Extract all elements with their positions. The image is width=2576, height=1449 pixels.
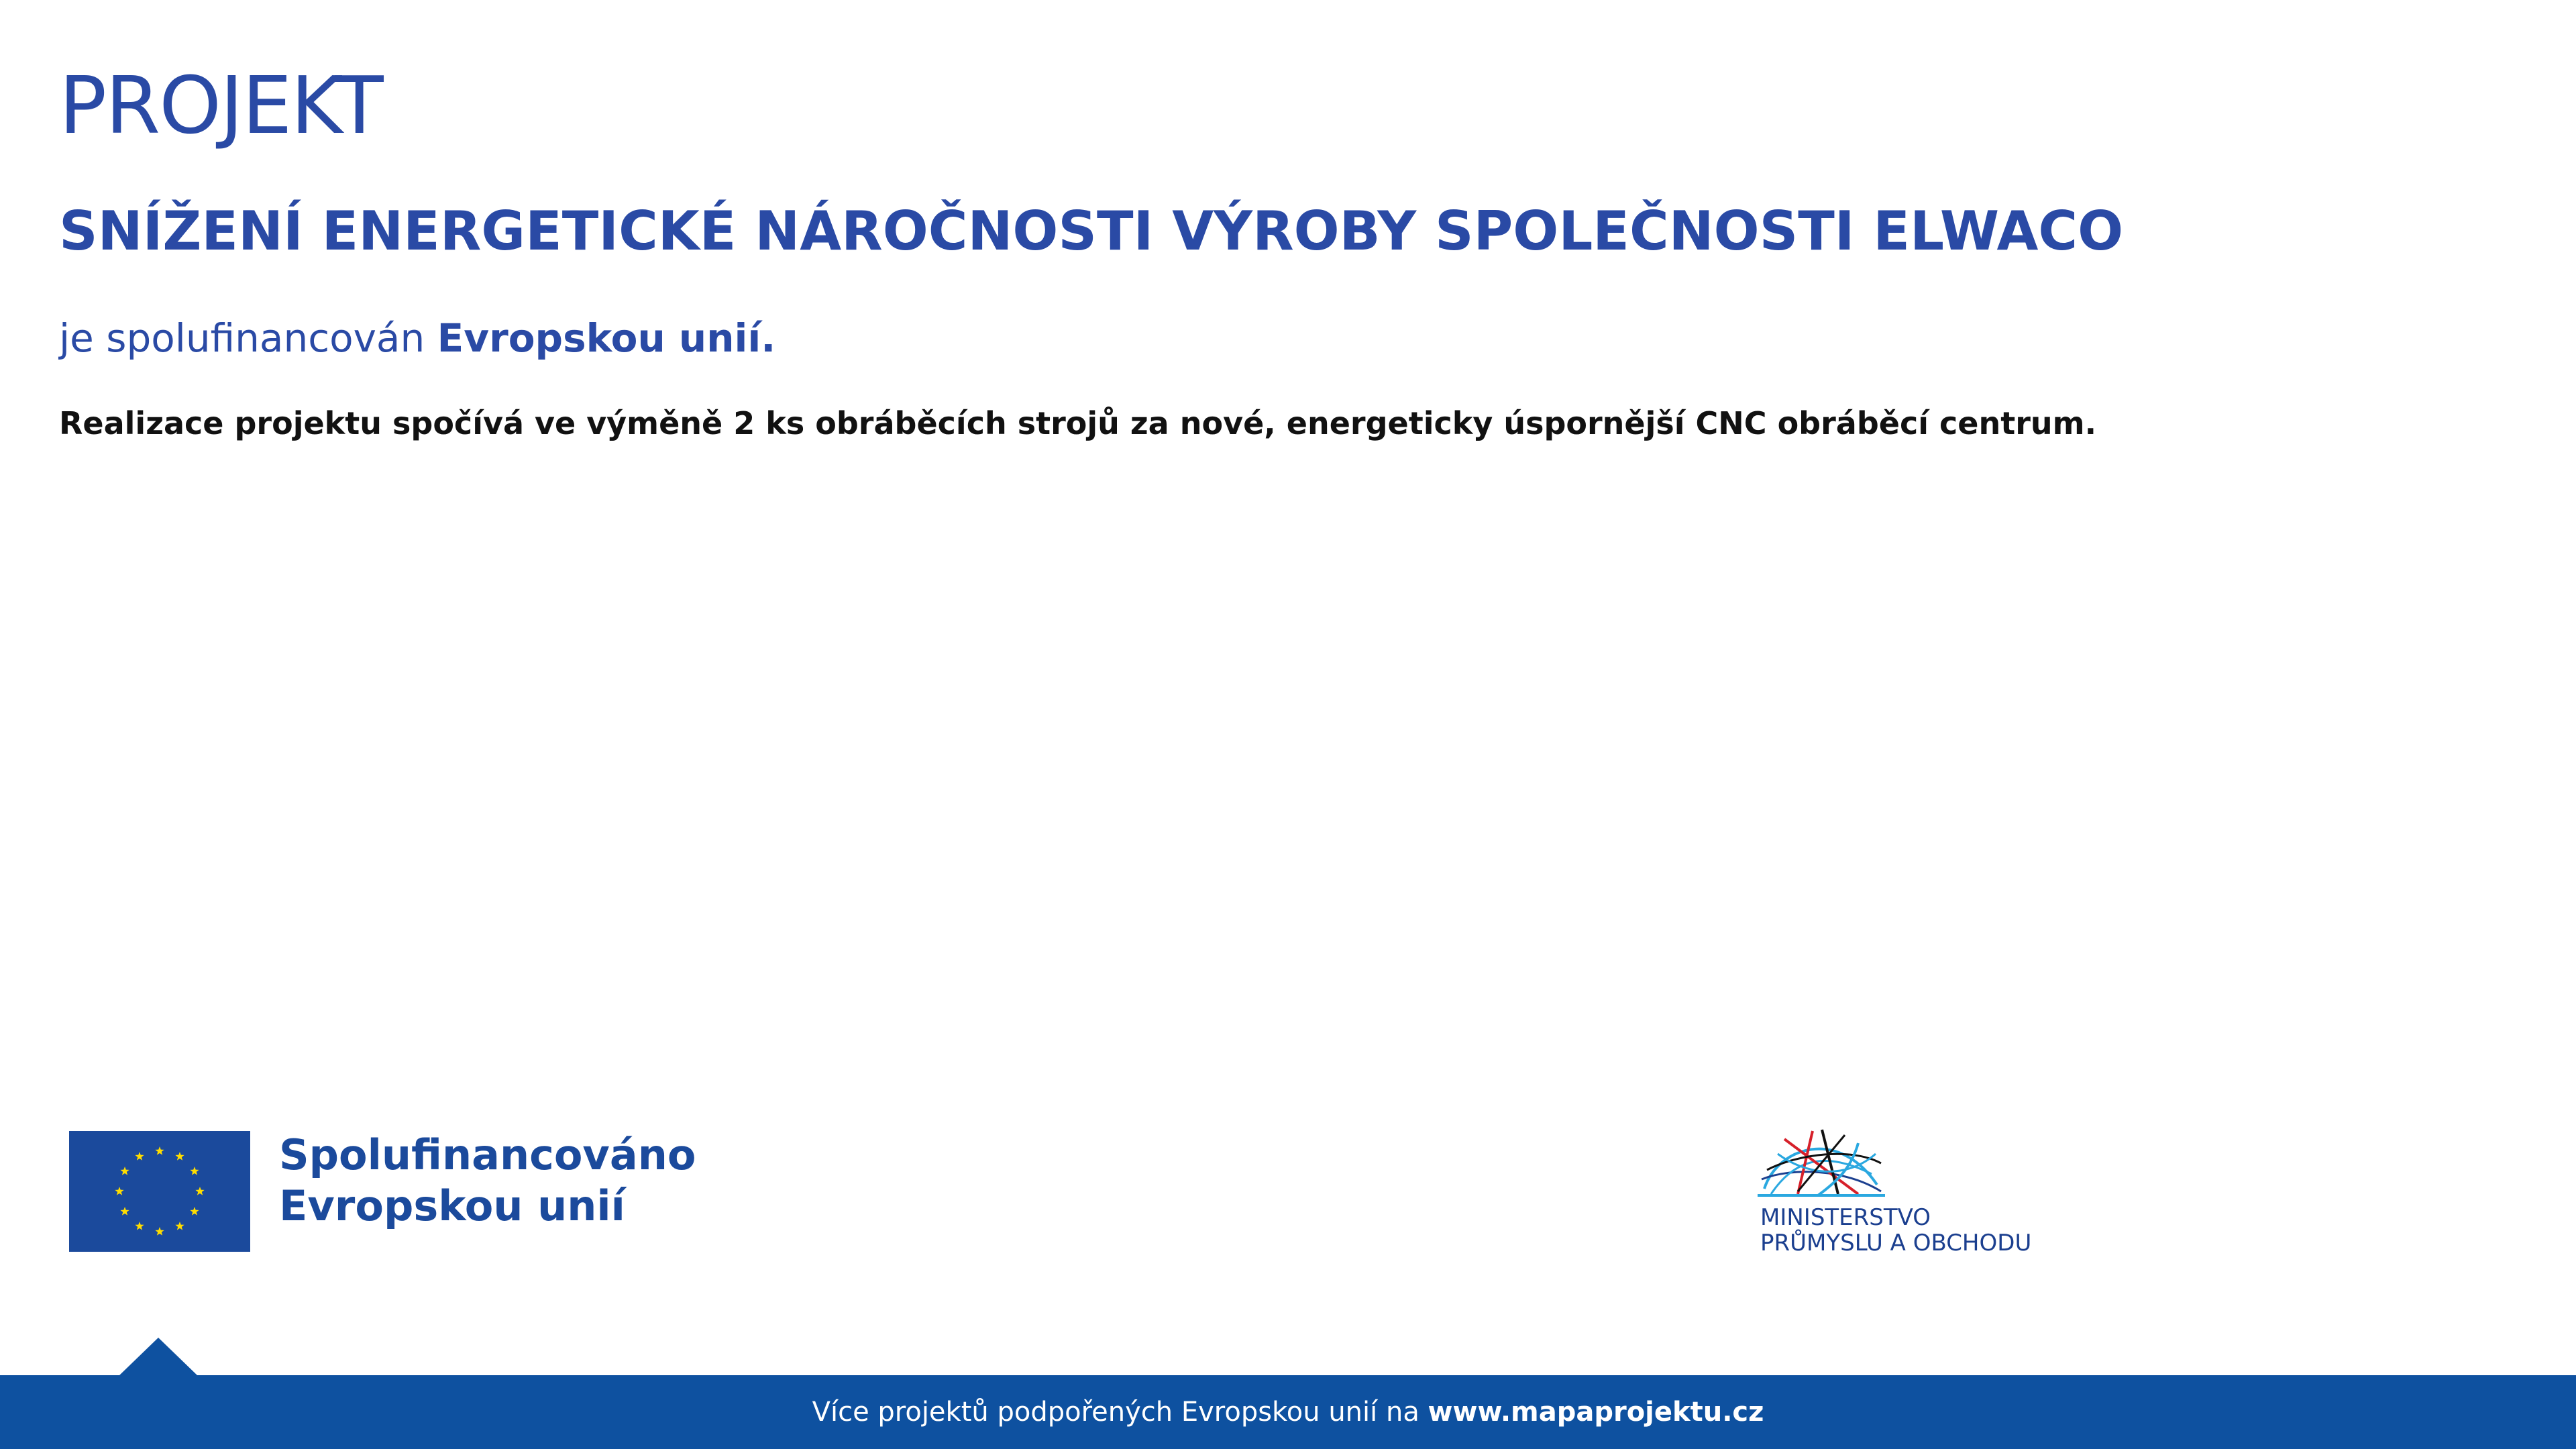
ministry-text [1760,1205,2031,1256]
footer-text: Více projektů podpořených Evropskou unií na [812,1397,1428,1428]
eu-flag-icon [69,1131,250,1252]
footer-bar [0,1375,2576,1449]
ministry-globe-icon [1758,1127,1885,1197]
ministry-text-line2: PRŮMYSLU A OBCHODU [1760,1230,2032,1256]
footer-link[interactable]: www.mapaprojektu.cz [1428,1397,1764,1428]
project-title: SNÍŽENÍ ENERGETICKÉ NÁROČNOSTI VÝROBY SPOLEČNOSTI ELWACO [59,200,2124,262]
cofinanced-line [59,315,775,361]
footer-tab-triangle [118,1338,199,1377]
eu-cofinanced-text [279,1130,696,1232]
eu-text-line2: Evropskou unií [279,1181,625,1230]
project-description: Realizace projektu spočívá ve výměně 2 ks obráběcích strojů za nové, energeticky úspornější CNC obráběcí centrum. [59,405,2097,441]
eu-text-line1: Spolufinancováno [279,1130,696,1179]
ministry-text-line1: MINISTERSTVO [1760,1204,1931,1231]
project-label: PROJEKT [59,59,382,152]
cofinanced-bold: Evropskou unií. [437,315,776,361]
cofinanced-prefix: je spolufinancován [59,315,437,361]
